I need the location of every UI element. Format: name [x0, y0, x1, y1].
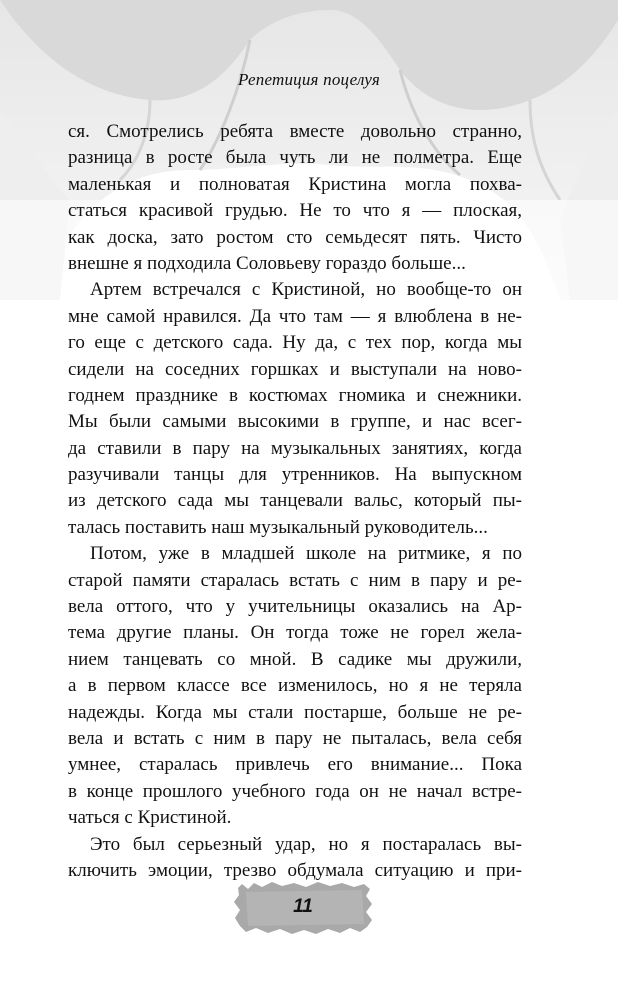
text-line: да ставили в пару на музыкальных занятиях, когда [68, 437, 522, 459]
text-line: Потом, уже в младшей школе на ритмике, я по [90, 543, 522, 565]
text-line: статься красивой грудью. Не то что я — плоская, [68, 200, 522, 222]
text-line: старой памяти старалась встать с ним в пару и ре- [68, 569, 522, 591]
text-line: мне самой нравился. Да что там — я влюблена в не- [68, 305, 522, 327]
text-line: чаться с Кристиной. [68, 807, 232, 829]
text-line: годнем празднике в костюмах гномика и снежники. [68, 384, 522, 406]
text-line: нием танцевать со мной. В садике мы дружили, [68, 648, 522, 670]
text-line: го еще с детского сада. Ну да, с тех пор, когда мы [68, 332, 522, 354]
text-line: ключить эмоции, трезво обдумала ситуацию и при- [68, 859, 522, 881]
text-line: из детского сада мы танцевали вальс, который пы- [68, 490, 522, 512]
text-line: Артем встречался с Кристиной, но вообще-то он [90, 279, 522, 301]
text-line: ся. Смотрелись ребята вместе довольно странно, [68, 121, 522, 142]
text-line: сидели на соседних горшках и выступали на ново- [68, 358, 522, 380]
text-line: вела и встать с ним в пару не пыталась, вела себя [68, 727, 522, 749]
text-line: как доска, зато ростом сто семьдесят пять. Чисто [68, 226, 522, 248]
text-line: Мы были самыми высокими в группе, и нас всег- [68, 411, 522, 433]
text-line: талась поставить наш музыкальный руководитель... [68, 516, 488, 538]
text-line: разучивали танцы для утренников. На выпускном [68, 464, 522, 486]
text-line: в конце прошлого учебного года он не начал встре- [68, 780, 522, 802]
page-number: 11 [293, 896, 313, 917]
text-line: маленькая и полноватая Кристина могла похва- [68, 173, 522, 195]
text-line: вела оттого, что у учительницы оказались на Ар- [68, 596, 522, 618]
body-text [68, 119, 522, 884]
text-line: разница в росте была чуть ли не полметра. Еще [68, 147, 522, 169]
text-line: а в первом классе все изменилось, но я не теряла [68, 675, 522, 697]
text-line: тема другие планы. Он тогда тоже не горел жела- [68, 622, 522, 644]
text-line: умнее, старалась привлечь его внимание... Пока [68, 754, 522, 776]
page-number-badge [232, 880, 374, 936]
text-line: Это был серьезный удар, но я постаралась вы- [90, 833, 522, 855]
text-line: внешне я подходила Соловьеву гораздо больше... [68, 252, 466, 274]
running-title: Репетиция поцелуя [238, 70, 380, 89]
text-line: надежды. Когда мы стали постарше, больше не ре- [68, 701, 522, 723]
